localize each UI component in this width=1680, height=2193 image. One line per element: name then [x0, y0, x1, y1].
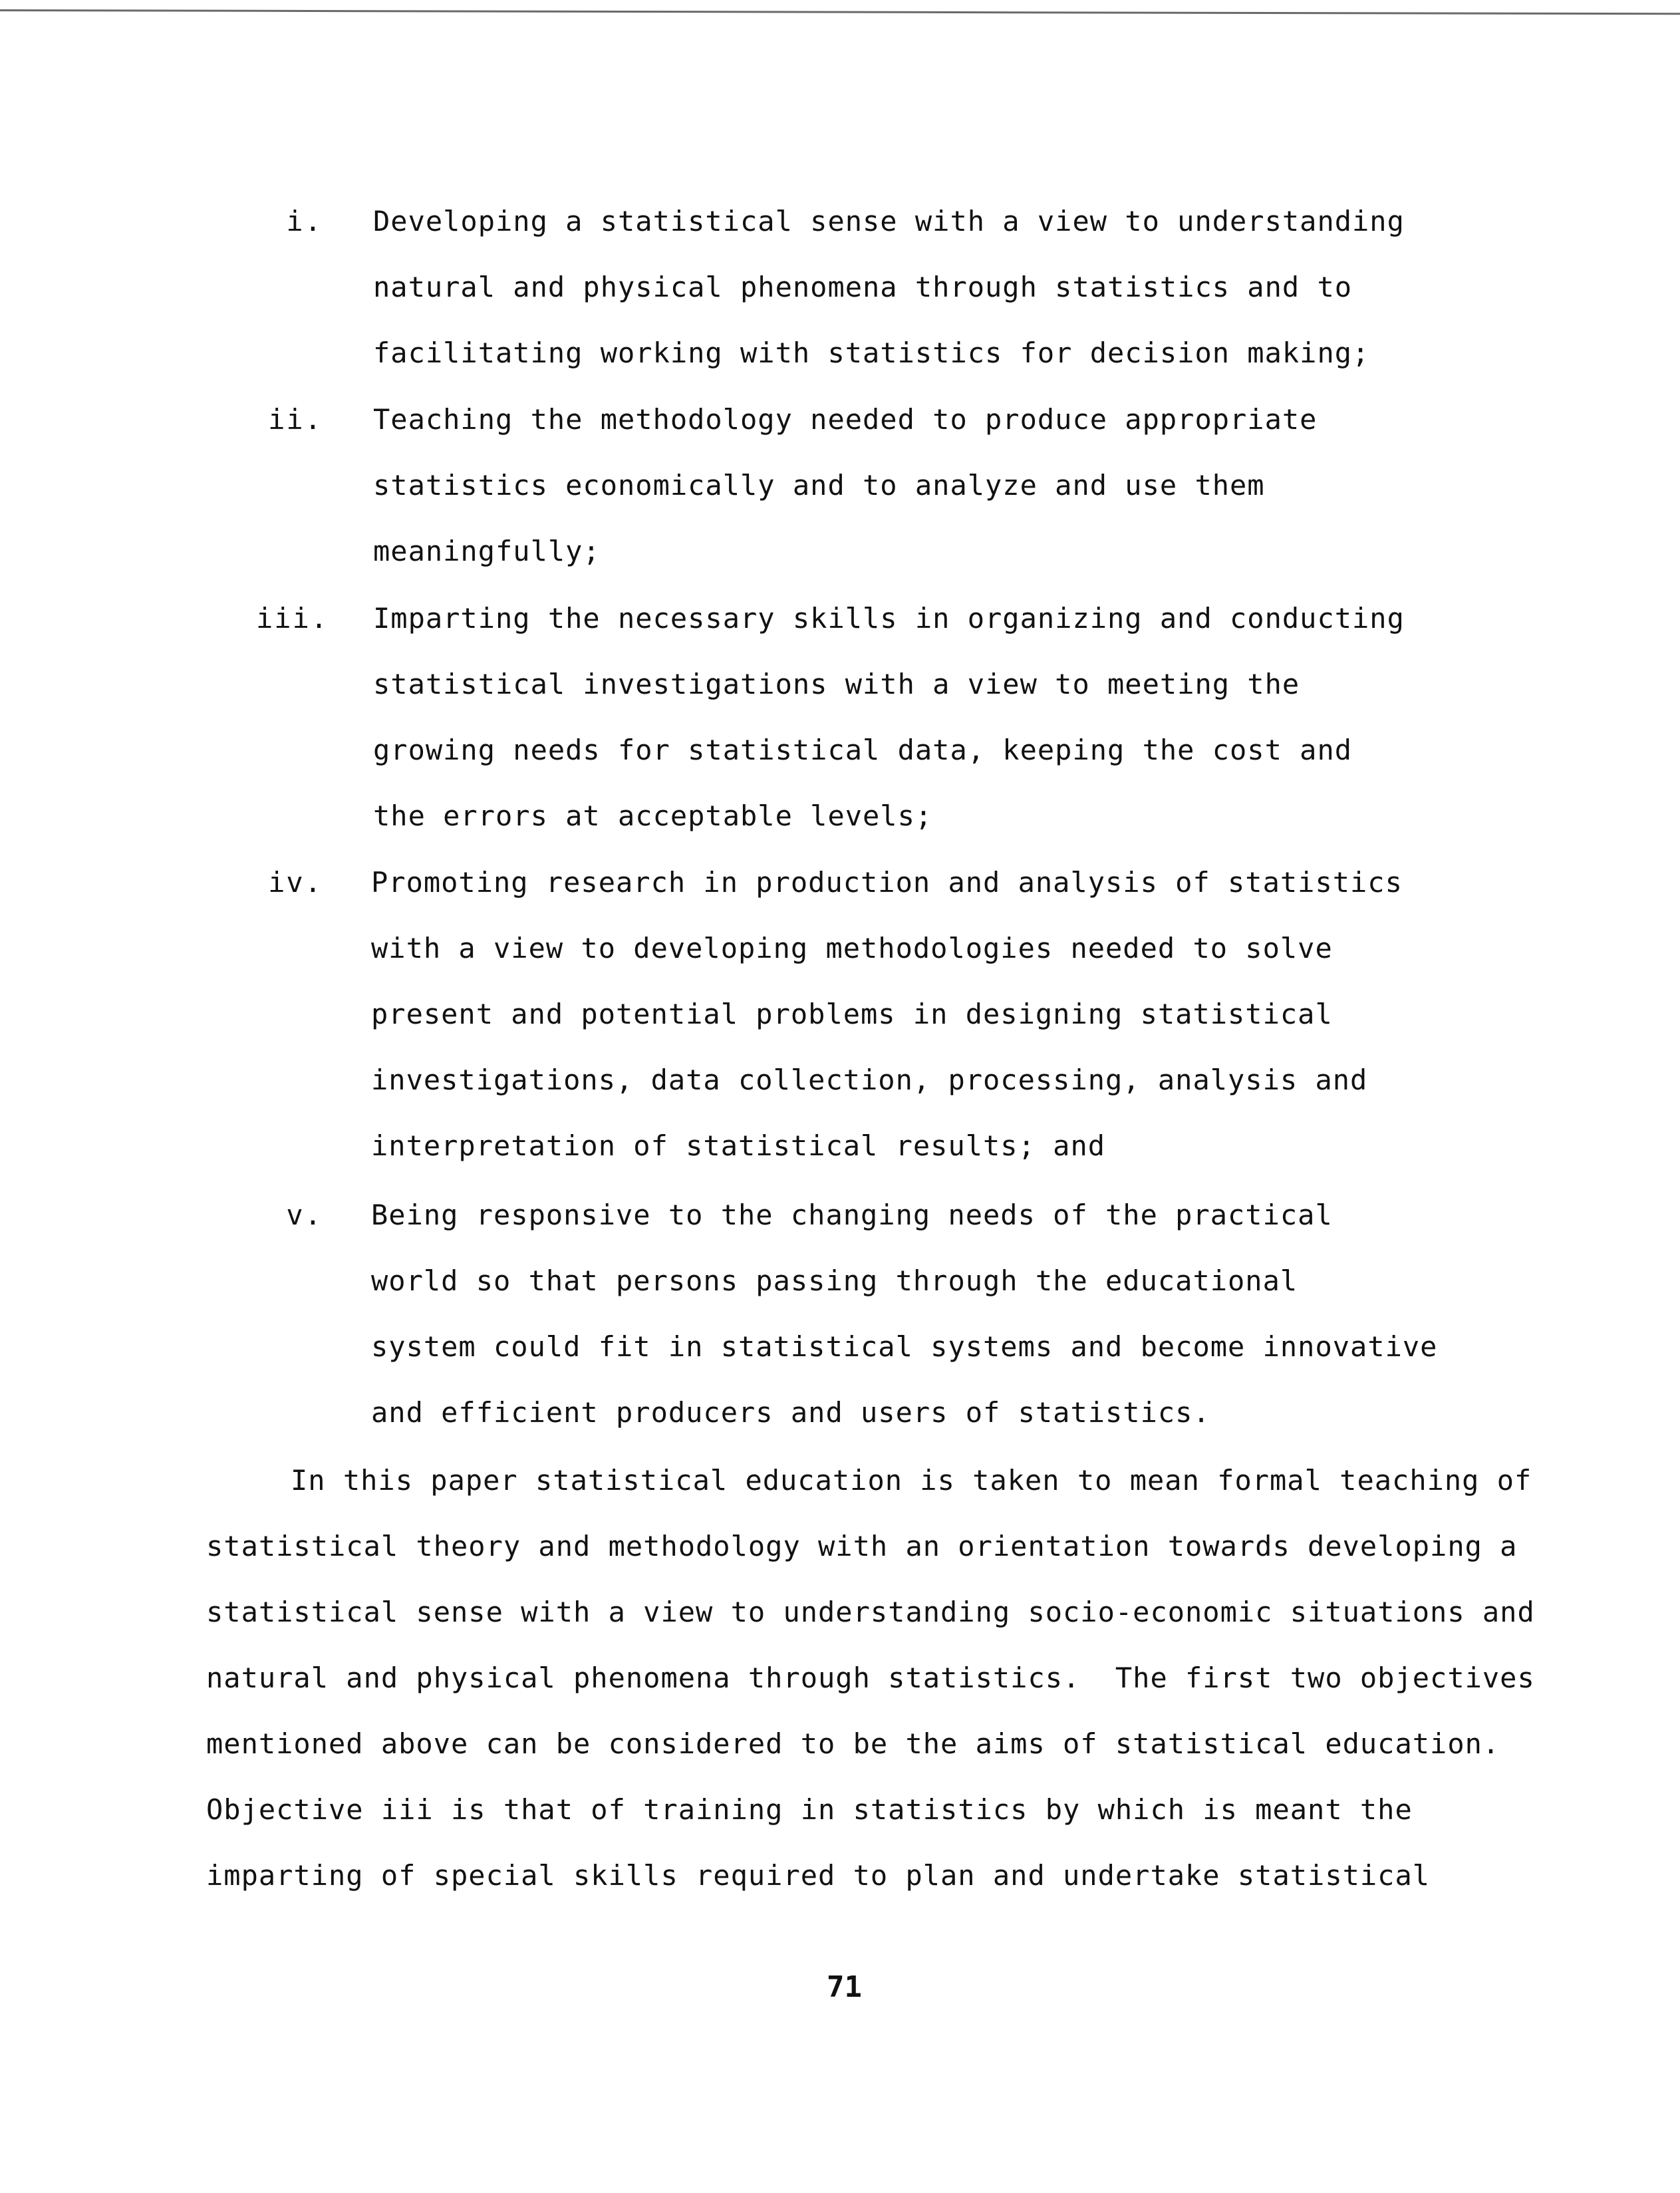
item-line: growing needs for statistical data, keeping the cost and: [373, 734, 1353, 766]
item-line: and efficient producers and users of statistics.: [371, 1396, 1210, 1429]
page-number: 71: [827, 1970, 862, 2004]
item-line: statistics economically and to analyze and use them: [373, 469, 1265, 502]
item-line: system could fit in statistical systems and become innovative: [371, 1330, 1438, 1363]
item-line: statistical investigations with a view to meeting the: [373, 668, 1300, 700]
item-line: investigations, data collection, processing, analysis and: [371, 1064, 1368, 1096]
item-line: present and potential problems in designing statistical: [371, 998, 1333, 1030]
item-line: meaningfully;: [373, 535, 601, 567]
item-numeral: iv.: [268, 866, 323, 899]
item-numeral: iii.: [256, 602, 329, 635]
item-line: Imparting the necessary skills in organizing and conducting: [373, 602, 1405, 635]
item-line: Teaching the methodology needed to produce appropriate: [373, 403, 1318, 436]
paragraph-line: mentioned above can be considered to be the aims of statistical education.: [206, 1727, 1500, 1760]
item-line: world so that persons passing through the educational: [371, 1264, 1298, 1297]
paragraph-line: imparting of special skills required to plan and undertake statistical: [206, 1859, 1431, 1892]
item-line: Promoting research in production and analysis of statistics: [371, 866, 1403, 899]
item-numeral: ii.: [268, 403, 323, 436]
item-line: interpretation of statistical results; and: [371, 1129, 1106, 1162]
item-numeral: v.: [286, 1199, 323, 1231]
item-line: with a view to developing methodologies needed to solve: [371, 932, 1333, 964]
paragraph-line: In this paper statistical education is taken to mean formal teaching of: [291, 1464, 1532, 1497]
paragraph-line: natural and physical phenomena through statistics. The first two objectives: [206, 1662, 1535, 1694]
item-line: natural and physical phenomena through statistics and to: [373, 271, 1353, 303]
item-line: Developing a statistical sense with a view to understanding: [373, 205, 1405, 237]
item-numeral: i.: [286, 205, 323, 237]
item-line: the errors at acceptable levels;: [373, 800, 933, 832]
paragraph-line: statistical theory and methodology with an orientation towards developing a: [206, 1530, 1518, 1562]
paragraph-line: statistical sense with a view to understanding socio-economic situations and: [206, 1596, 1535, 1628]
item-line: Being responsive to the changing needs of the practical: [371, 1199, 1333, 1231]
paragraph-line: Objective iii is that of training in statistics by which is meant the: [206, 1793, 1413, 1826]
item-line: facilitating working with statistics for decision making;: [373, 337, 1370, 369]
